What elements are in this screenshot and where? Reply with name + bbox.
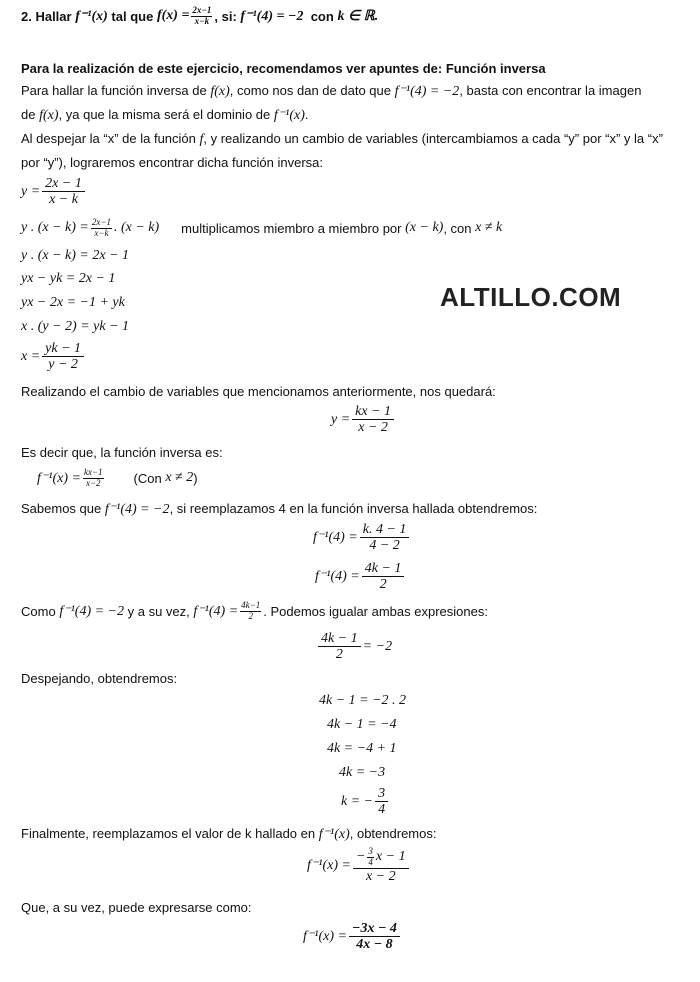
final-text-2: Que, a su vez, puede expresarse como: — [21, 900, 252, 915]
solve-line-5: k = − $\frac{3}{4}$ — [341, 786, 390, 818]
header-fraction: $\frac{2x-1}{x-k}$ — [192, 5, 212, 26]
change-text: Realizando el cambio de variables que mencionamos anteriormente, nos quedará: — [21, 384, 496, 399]
inverse-text: Es decir que, la función inversa es: — [21, 445, 223, 460]
intro-title: Para la realización de este ejercicio, recomendamos ver apuntes de: Función inversa — [21, 61, 546, 76]
intro-paragraph-line-2: de f(x), ya que la misma será el dominio de f⁻¹(x). — [21, 107, 309, 123]
watermark-logo: ALTILLO.COM — [440, 282, 622, 312]
step-4: yx − yk = 2x − 1 — [21, 271, 116, 286]
substitute-equation-1: f⁻¹(4) = $\frac{k. 4 - 1}{4 - 2}$ — [313, 522, 411, 554]
solve-line-1: 4k − 1 = −2 . 2 — [319, 693, 407, 708]
final-text: Finalmente, reemplazamos el valor de k hallado en f⁻¹(x), obtendremos: — [21, 826, 437, 842]
equate-equation: $\frac{4k - 1}{2}$ = −2 — [316, 630, 392, 663]
final-fraction: − $\frac{3}{4}$ x − 1 x − 2 — [353, 847, 409, 884]
final-equation-2: f⁻¹(x) = $\frac{-3x - 4}{4x - 8}$ — [303, 921, 402, 953]
step-6: x . (y − 2) = yk − 1 — [21, 319, 130, 334]
step-1: y = $\frac{2x - 1}{x - k}$ — [21, 176, 87, 208]
change-equation: y = $\frac{kx - 1}{x - 2}$ — [331, 404, 396, 436]
step-5: yx − 2x = −1 + yk — [21, 295, 125, 310]
solve-text: Despejando, obtendremos: — [21, 671, 178, 686]
substitute-equation-2: f⁻¹(4) = $\frac{4k - 1}{2}$ — [315, 561, 406, 593]
intro-paragraph-line-3: Al despejar la “x” de la función f, y realizando un cambio de variables (intercambiamos a cada “y” por “x” y la “x” — [21, 131, 663, 147]
substitute-text: Sabemos que f⁻¹(4) = −2, si reemplazamos 4 en la función inversa hallada obtendremos: — [21, 501, 538, 517]
equate-text: Como f⁻¹(4) = −2 y a su vez, f⁻¹(4) = $\frac{4k-1}{2}$ . Podemos igualar ambas expresiones: — [21, 600, 488, 621]
step-7: x = $\frac{yk - 1}{y - 2}$ — [21, 341, 86, 373]
intro-paragraph-line-1: Para hallar la función inversa de f(x), como nos dan de dato que f⁻¹(4) = −2, basta con encontrar la imagen — [21, 83, 642, 99]
inverse-equation: f⁻¹(x) = $\frac{kx-1}{x-2}$ (Con x ≠ 2 ) — [37, 467, 198, 488]
final-equation: f⁻¹(x) = − $\frac{3}{4}$ x − 1 x − 2 — [307, 847, 411, 884]
solve-line-2: 4k − 1 = −4 — [327, 717, 397, 732]
step-2: y . (x − k) = $\frac{2x-1}{x-k}$ . (x − k) multiplicamos miembro a miembro por (x − k) , con x ≠ k — [21, 217, 503, 238]
exercise-statement: 2. Hallar f⁻¹(x) tal que f(x) = $\frac{2x-1}{x-k}$ , si: f⁻¹(4) = −2 con k ∈ ℝ. — [21, 5, 379, 26]
intro-paragraph-line-4: por “y”), lograremos encontrar dicha función inversa: — [21, 155, 324, 170]
solve-line-3: 4k = −4 + 1 — [327, 741, 397, 756]
solve-line-4: 4k = −3 — [339, 765, 386, 780]
step-3: y . (x − k) = 2x − 1 — [21, 248, 130, 263]
